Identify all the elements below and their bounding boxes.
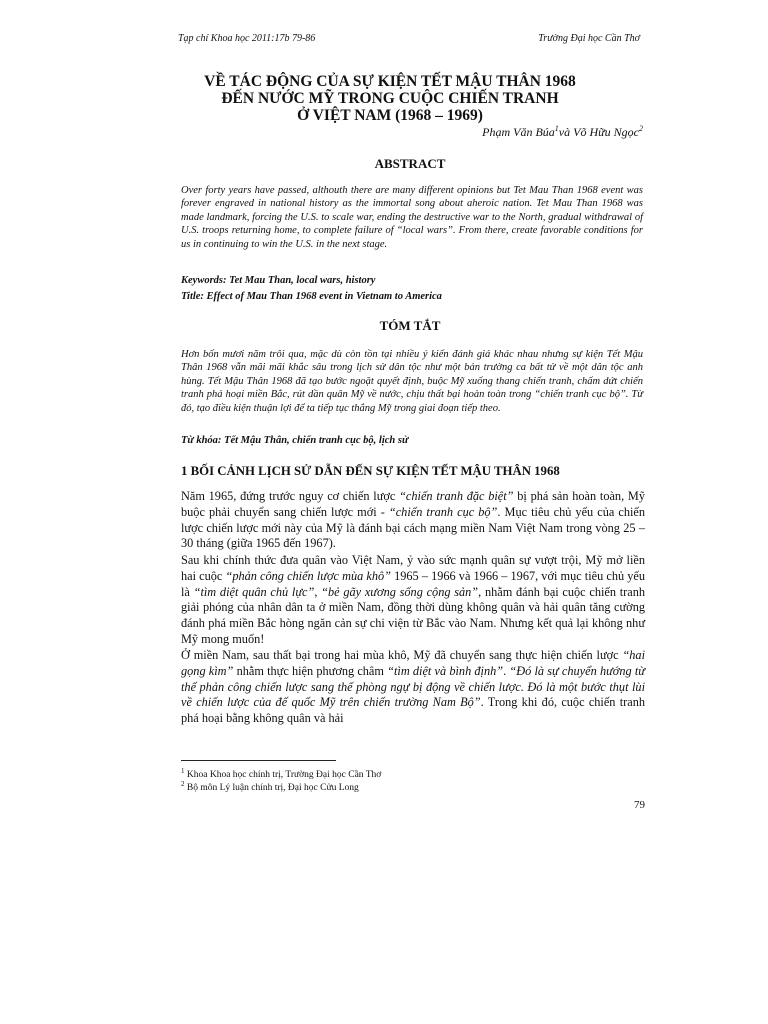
author-2: và Võ Hữu Ngọc: [558, 125, 639, 139]
footnote-1: [181, 767, 381, 780]
p3-text-c: .: [503, 663, 510, 678]
section-1-title: 1 BỐI CẢNH LỊCH SỬ DẪN ĐẾN SỰ KIỆN TẾT MẬU THÂN 1968: [181, 464, 560, 478]
p3-quote-2: “tìm diệt và bình định”: [387, 663, 504, 678]
p3-text-d: . Trong khi đó, cuộc chiến tranh phá hoại bằng không quân và hải: [181, 695, 645, 726]
p2-text-a: Sau khi chính thức đưa quân vào Việt Nam, ỷ vào sức mạnh quân sự vượt trội, Mỹ mở liền hai cuộc: [181, 553, 645, 583]
tomtat-text: Hơn bốn mươi năm trôi qua, mặc dù còn tồn tại nhiều ý kiến đánh giá khác nhau nhưng sự kiện Tết Mậu Thân 1968 vẫn mãi mãi khắc sâu trong lịch sử dân tộc như một bản trường ca bất tử về một dân tộc anh hùng. Tết Mậu Thân 1968 đã tạo bước ngoặt quyết định, buộc Mỹ xuống thang chiến tranh, chấm dứt chiến tranh phá hoại miền Bắc, rút dần quân Mỹ về nước, chịu thất bại hoàn toàn trong “chiến tranh cục bộ”. Từ đó, tạo điều kiện thuận lợi để ta tiếp tục thắng Mỹ trong giai đoạn tiếp theo.: [181, 349, 643, 414]
title-line-3: Ở VIỆT NAM (1968 – 1969): [297, 107, 483, 124]
footnote-2-text: Bộ môn Lý luận chính trị, Đại học Cửu Long: [184, 783, 359, 794]
body-paragraph-3: [181, 648, 645, 727]
body-paragraph-2: [181, 553, 645, 648]
title-line-1: VỀ TÁC ĐỘNG CỦA SỰ KIỆN TẾT MẬU THÂN 1968: [204, 73, 576, 90]
p1-text-a: Năm 1965, đứng trước nguy cơ chiến lược: [181, 489, 400, 503]
abstract-heading: ABSTRACT: [374, 156, 446, 171]
p2-quote-2: “tìm diệt quân chủ lực”: [193, 584, 315, 599]
p2-text-b: 1965 – 1966 và 1966 – 1967, với mục tiêu chủ yếu là: [181, 568, 645, 599]
abstract-text: Over forty years have passed, althouth there are many different opinions but Tet Mau Than 1968 event was forever engraved in national history as the immortal song about aheroic nation. Tet Mau Than 1968 was made landmark, forcing the U.S. to scale war, ending the destructive war to the North, gradual withdrawal of U.S. troops returning home, to complete failure of “local wars”. From there, create favorable conditions for us in continuing to win the U.S. in the next stage.: [181, 185, 643, 250]
p2-quote-1: “phản công chiến lược mùa khô”: [225, 568, 391, 583]
footnote-1-text: Khoa Khoa học chính trị, Trường Đại học Cần Thơ: [184, 770, 382, 781]
p1-quote-2: “chiến tranh cục bộ”: [388, 504, 498, 519]
p3-text-a: Ở miền Nam, sau thất bại trong hai mùa khô, Mỹ đã chuyển sang thực hiện chiến lược: [181, 648, 623, 662]
footnote-2: [181, 780, 359, 793]
p1-text-c: . Mục tiêu chủ yếu của chiến lược chiến lược mới này của Mỹ là đánh bại cách mạng miền Nam Việt Nam trong vòng 25 – 30 tháng (giữa 1965 đến 1967).: [181, 504, 646, 551]
p2-text-d: , nhằm đánh bại cuộc chiến tranh giải phóng của nhân dân ta ở miền Nam, đồng thời dùng không quân và hải quân tăng cường đánh phá miền Bắc hòng ngăn cản sự chi viện từ Bắc vào Nam. Nhưng kết quả lại không như Mỹ mong muốn!: [181, 584, 646, 646]
p2-text-c: ,: [314, 584, 322, 599]
tomtat-keywords: Từ khóa: Tết Mậu Thân, chiến tranh cục bộ, lịch sử: [181, 435, 409, 446]
paper-title: [150, 73, 630, 124]
journal-citation: Tạp chí Khoa học 2011:17b 79-86: [178, 33, 316, 44]
p1-quote-1: “chiến tranh đặc biệt”: [399, 489, 514, 503]
p2-quote-3: “bẻ gãy xương sống cộng sản”: [321, 584, 479, 599]
p1-text-b: bị phá sản hoàn toàn, Mỹ buộc phải chuyển sang chiến lược mới -: [181, 489, 645, 519]
footnote-1-mark: 1: [181, 767, 185, 775]
author-1-footnote-mark: 1: [554, 124, 559, 133]
footnote-divider: [181, 760, 336, 761]
tomtat-heading: TÓM TẮT: [379, 318, 441, 333]
footnote-2-mark: 2: [181, 780, 185, 788]
p3-quote-1: “hai gọng kìm”: [181, 648, 645, 678]
author-line: [482, 124, 643, 140]
author-2-footnote-mark: 2: [639, 124, 643, 133]
p3-text-b: nhằm thực hiện phương châm: [233, 663, 388, 678]
university-name: Trường Đại học Cần Thơ: [538, 33, 640, 44]
body-paragraph-1: [181, 489, 645, 552]
abstract-keywords: Keywords: Tet Mau Than, local wars, history: [181, 275, 376, 286]
page-number: 79: [634, 799, 645, 811]
author-1: Phạm Văn Búa: [482, 125, 555, 139]
title-line-2: ĐẾN NƯỚC MỸ TRONG CUỘC CHIẾN TRANH: [221, 90, 559, 107]
running-header: [178, 33, 640, 44]
p3-quote-3: “Đó là sự chuyển hướng từ thế phản công chiến lược sang thế phòng ngự bị động về chiến lược. Đó là một bước thụt lùi về chiến lược của đế quốc Mỹ trên chiến trường Nam Bộ”: [181, 663, 645, 710]
english-title: Title: Effect of Mau Than 1968 event in Vietnam to America: [181, 291, 442, 302]
